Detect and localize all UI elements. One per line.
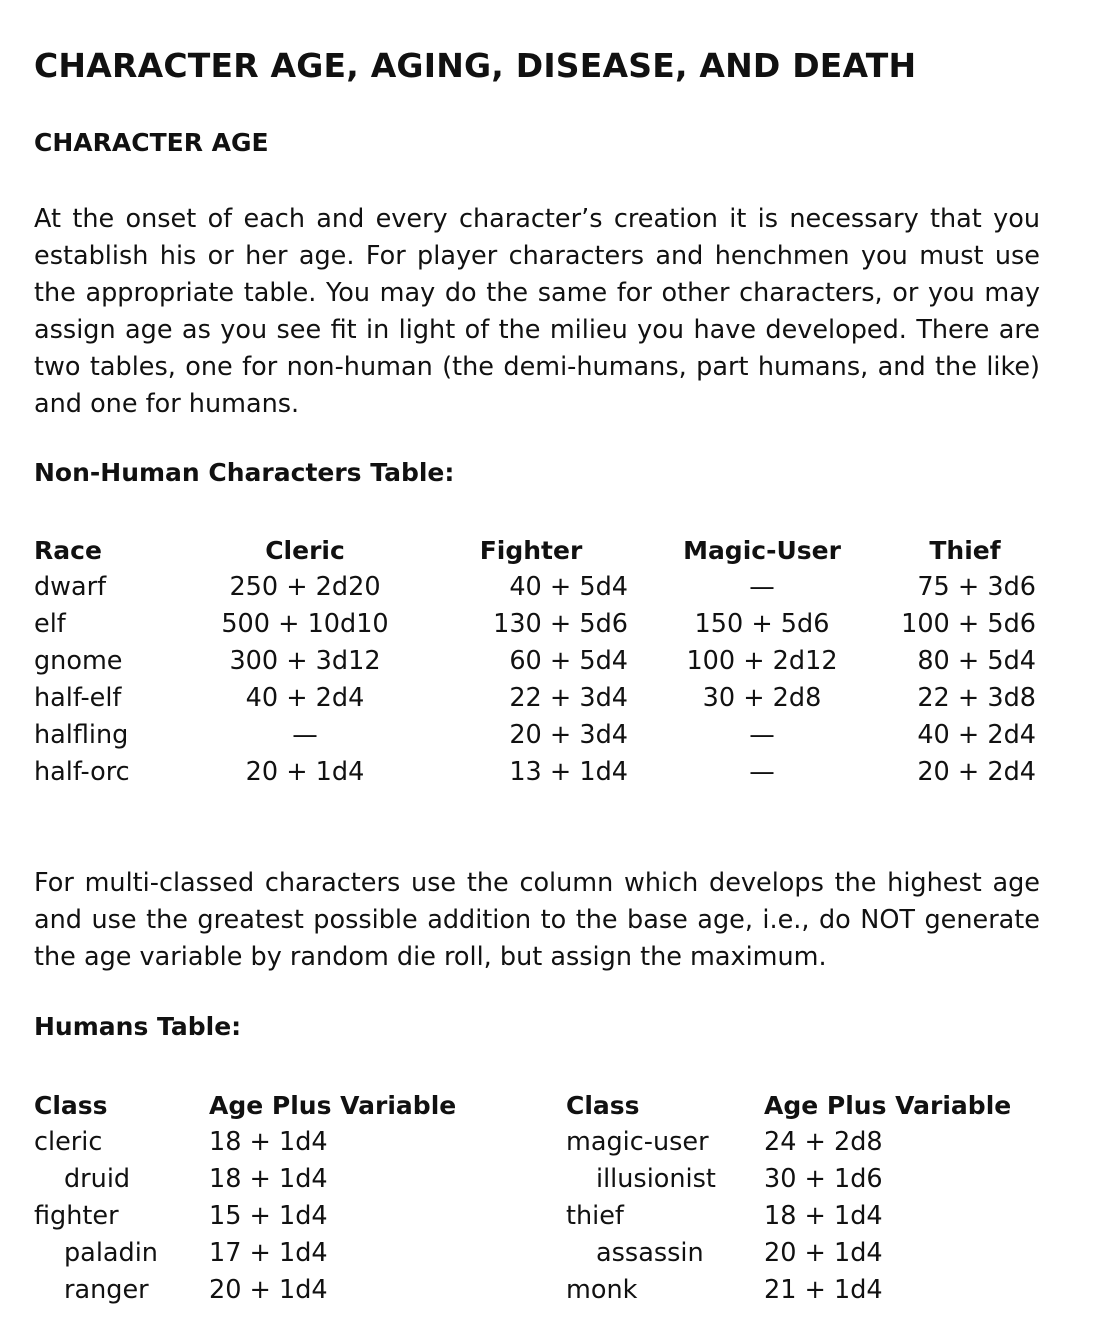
thief-cell: 75 + 3d6 [917, 572, 1036, 602]
age-cell: 18 + 1d4 [764, 1201, 883, 1231]
column-header-fighter: Fighter [479, 536, 583, 565]
race-cell: elf [34, 609, 66, 639]
class-cell: monk [566, 1275, 638, 1305]
age-cell: 17 + 1d4 [209, 1238, 328, 1268]
magic-user-cell: — [749, 572, 775, 602]
class-cell: fighter [34, 1201, 119, 1231]
thief-cell: 20 + 2d4 [917, 757, 1036, 787]
race-cell: dwarf [34, 572, 107, 602]
table-row [34, 1272, 1040, 1309]
table-row [34, 643, 1038, 680]
age-cell: 24 + 2d8 [764, 1127, 883, 1157]
table-row [34, 569, 1038, 606]
subclass-cell: illusionist [596, 1164, 716, 1194]
fighter-cell: 20 + 3d4 [509, 720, 628, 750]
thief-cell: 40 + 2d4 [917, 720, 1036, 750]
cleric-cell: — [292, 720, 318, 750]
column-header-class: Class [34, 1091, 108, 1120]
fighter-cell: 130 + 5d6 [493, 609, 628, 639]
class-cell: cleric [34, 1127, 103, 1157]
column-header-thief: Thief [929, 536, 1001, 565]
table-row [34, 1124, 1040, 1161]
cleric-cell: 250 + 2d20 [229, 572, 381, 602]
magic-user-cell: 100 + 2d12 [686, 646, 838, 676]
table-row [34, 754, 1038, 791]
fighter-cell: 40 + 5d4 [509, 572, 628, 602]
age-cell: 20 + 1d4 [209, 1275, 328, 1305]
magic-user-cell: — [749, 720, 775, 750]
age-cell: 20 + 1d4 [764, 1238, 883, 1268]
subclass-cell: ranger [64, 1275, 149, 1305]
class-cell: thief [566, 1201, 624, 1231]
page-title: CHARACTER AGE, AGING, DISEASE, AND DEATH [34, 46, 917, 85]
column-header-race: Race [34, 536, 102, 565]
cleric-cell: 300 + 3d12 [229, 646, 381, 676]
age-cell: 18 + 1d4 [209, 1164, 328, 1194]
race-cell: half-orc [34, 757, 130, 787]
column-header-age-plus-variable: Age Plus Variable [764, 1091, 1012, 1120]
race-cell: half-elf [34, 683, 122, 713]
magic-user-cell: 150 + 5d6 [694, 609, 830, 639]
age-cell: 21 + 1d4 [764, 1275, 883, 1305]
table-row [34, 680, 1038, 717]
cleric-cell: 40 + 2d4 [245, 683, 365, 713]
column-header-magic-user: Magic-User [683, 536, 841, 565]
magic-user-cell: — [749, 757, 775, 787]
thief-cell: 80 + 5d4 [917, 646, 1036, 676]
column-header-cleric: Cleric [265, 536, 345, 565]
section-title: CHARACTER AGE [34, 128, 269, 157]
humans-table-caption: Humans Table: [34, 1012, 242, 1041]
column-header-age-plus-variable: Age Plus Variable [209, 1091, 457, 1120]
fighter-cell: 60 + 5d4 [509, 646, 628, 676]
non-human-table-caption: Non-Human Characters Table: [34, 458, 455, 487]
table-row [34, 1198, 1040, 1235]
age-cell: 18 + 1d4 [209, 1127, 328, 1157]
subclass-cell: druid [64, 1164, 131, 1194]
non-human-table [34, 532, 1038, 791]
cleric-cell: 500 + 10d10 [221, 609, 389, 639]
table-row [34, 1161, 1040, 1198]
intro-paragraph: At the onset of each and every character’s creation it is necessary that you establish his or her age. For player characters and henchmen you must use the appropriate table. You may do the same for other characters, or you may assign age as you see fit in light of the milieu you have developed. There are two tables, one for non-human (the demi-humans, part humans, and the like) and one for humans. [34, 204, 1040, 419]
multiclass-paragraph: For multi-classed characters use the column which develops the highest age and use the greatest possible addition to the base age, i.e., do NOT generate the age variable by random die roll, but assign the maximum. [34, 868, 1040, 972]
race-cell: gnome [34, 646, 123, 676]
magic-user-cell: 30 + 2d8 [702, 683, 822, 713]
table-header-row [34, 532, 1038, 569]
table-header-row [34, 1087, 1040, 1124]
cleric-cell: 20 + 1d4 [245, 757, 365, 787]
table-row [34, 717, 1038, 754]
thief-cell: 100 + 5d6 [901, 609, 1036, 639]
subclass-cell: assassin [596, 1238, 704, 1268]
table-row [34, 1235, 1040, 1272]
age-cell: 30 + 1d6 [764, 1164, 883, 1194]
class-cell: magic-user [566, 1127, 709, 1157]
fighter-cell: 13 + 1d4 [509, 757, 628, 787]
table-row [34, 606, 1038, 643]
race-cell: halfling [34, 720, 129, 750]
column-header-class: Class [566, 1091, 640, 1120]
age-cell: 15 + 1d4 [209, 1201, 328, 1231]
subclass-cell: paladin [64, 1238, 158, 1268]
fighter-cell: 22 + 3d4 [509, 683, 628, 713]
thief-cell: 22 + 3d8 [917, 683, 1036, 713]
humans-table [34, 1087, 1040, 1309]
